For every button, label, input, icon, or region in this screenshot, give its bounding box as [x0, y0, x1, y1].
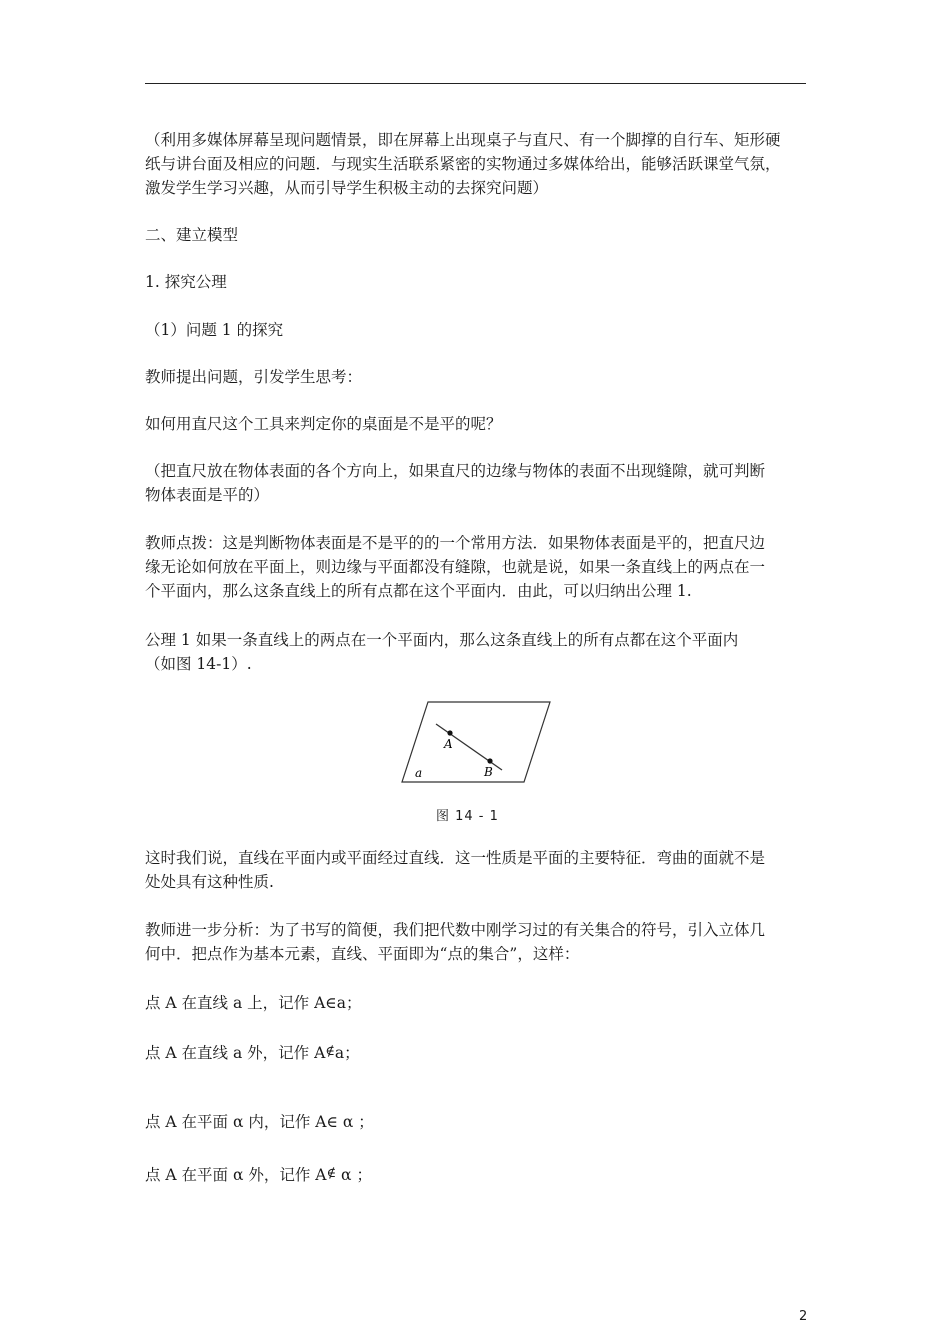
page-number: 2 — [799, 1309, 808, 1324]
hint-line: 个平面内，那么这条直线上的所有点都在这个平面内．由此，可以归纳出公理 1. — [145, 582, 692, 600]
plane-line-figure — [400, 700, 552, 788]
notation-on-line: 点 A 在直线 a 上，记作 A∈a； — [145, 994, 362, 1012]
plane-parallelogram — [402, 702, 550, 782]
sub-sub-heading: （1）问题 1 的探究 — [145, 321, 284, 339]
point-a-dot — [447, 730, 452, 735]
notation-in-plane: 点 A 在平面 α 内，记作 A∈ α ； — [145, 1113, 374, 1131]
header-rule — [145, 83, 806, 84]
remark-line: 处处具有这种性质. — [145, 873, 274, 891]
analysis-line: 何中．把点作为基本元素，直线、平面即为“点的集合”，这样： — [145, 945, 580, 963]
figure-caption: 图 14 - 1 — [436, 809, 499, 824]
answer-line: 物体表面是平的） — [145, 486, 270, 504]
intro-paragraph — [145, 128, 807, 200]
point-b-label: B — [484, 765, 493, 779]
analysis-paragraph — [145, 918, 807, 966]
analysis-line: 教师进一步分析：为了书写的简便，我们把代数中刚学习过的有关集合的符号，引入立体几 — [145, 921, 766, 939]
point-a-label: A — [444, 737, 453, 751]
axiom-line: 公理 1 如果一条直线上的两点在一个平面内，那么这条直线上的所有点都在这个平面内 — [145, 631, 739, 649]
hint-line: 缘无论如何放在平面上，则边缘与平面都没有缝隙，也就是说，如果一条直线上的两点在一 — [145, 558, 766, 576]
intro-line: （利用多媒体屏幕呈现问题情景，即在屏幕上出现桌子与直尺、有一个脚撑的自行车、矩形硬 — [145, 131, 781, 149]
answer-paragraph — [145, 459, 807, 507]
notation-text: 点 A 在直线 a 外，记作 A — [145, 1044, 326, 1062]
teacher-hint-paragraph — [145, 531, 807, 603]
teacher-prompt: 教师提出问题，引发学生思考： — [145, 368, 363, 386]
section-heading: 二、建立模型 — [145, 226, 239, 244]
not-element-symbol: ∉ — [326, 1166, 337, 1181]
notation-text: α ； — [336, 1166, 372, 1184]
intro-line: 纸与讲台面及相应的问题．与现实生活联系紧密的实物通过多媒体给出，能够活跃课堂气氛， — [145, 155, 781, 173]
notation-text: a； — [334, 1044, 360, 1062]
plane-label: a — [415, 766, 423, 780]
sub-heading: 1. 探究公理 — [145, 273, 227, 291]
notation-off-line — [145, 1040, 807, 1065]
point-b-dot — [487, 758, 492, 763]
intro-line: 激发学生学习兴趣，从而引导学生积极主动的去探究问题） — [145, 179, 549, 197]
question: 如何用直尺这个工具来判定你的桌面是不是平的呢？ — [145, 415, 502, 433]
not-element-symbol: ∉ — [325, 1044, 335, 1059]
axiom-line: （如图 14-1）. — [145, 655, 252, 673]
hint-line: 教师点拨：这是判断物体表面是不是平的的一个常用方法．如果物体表面是平的，把直尺边 — [145, 534, 766, 552]
answer-line: （把直尺放在物体表面的各个方向上，如果直尺的边缘与物体的表面不出现缝隙，就可判断 — [145, 462, 766, 480]
remark-line: 这时我们说，直线在平面内或平面经过直线．这一性质是平面的主要特征．弯曲的面就不是 — [145, 849, 766, 867]
notation-text: 点 A 在平面 α 外，记作 A — [145, 1166, 327, 1184]
remark-paragraph — [145, 846, 807, 894]
notation-off-plane — [145, 1162, 807, 1187]
axiom-paragraph — [145, 628, 807, 676]
